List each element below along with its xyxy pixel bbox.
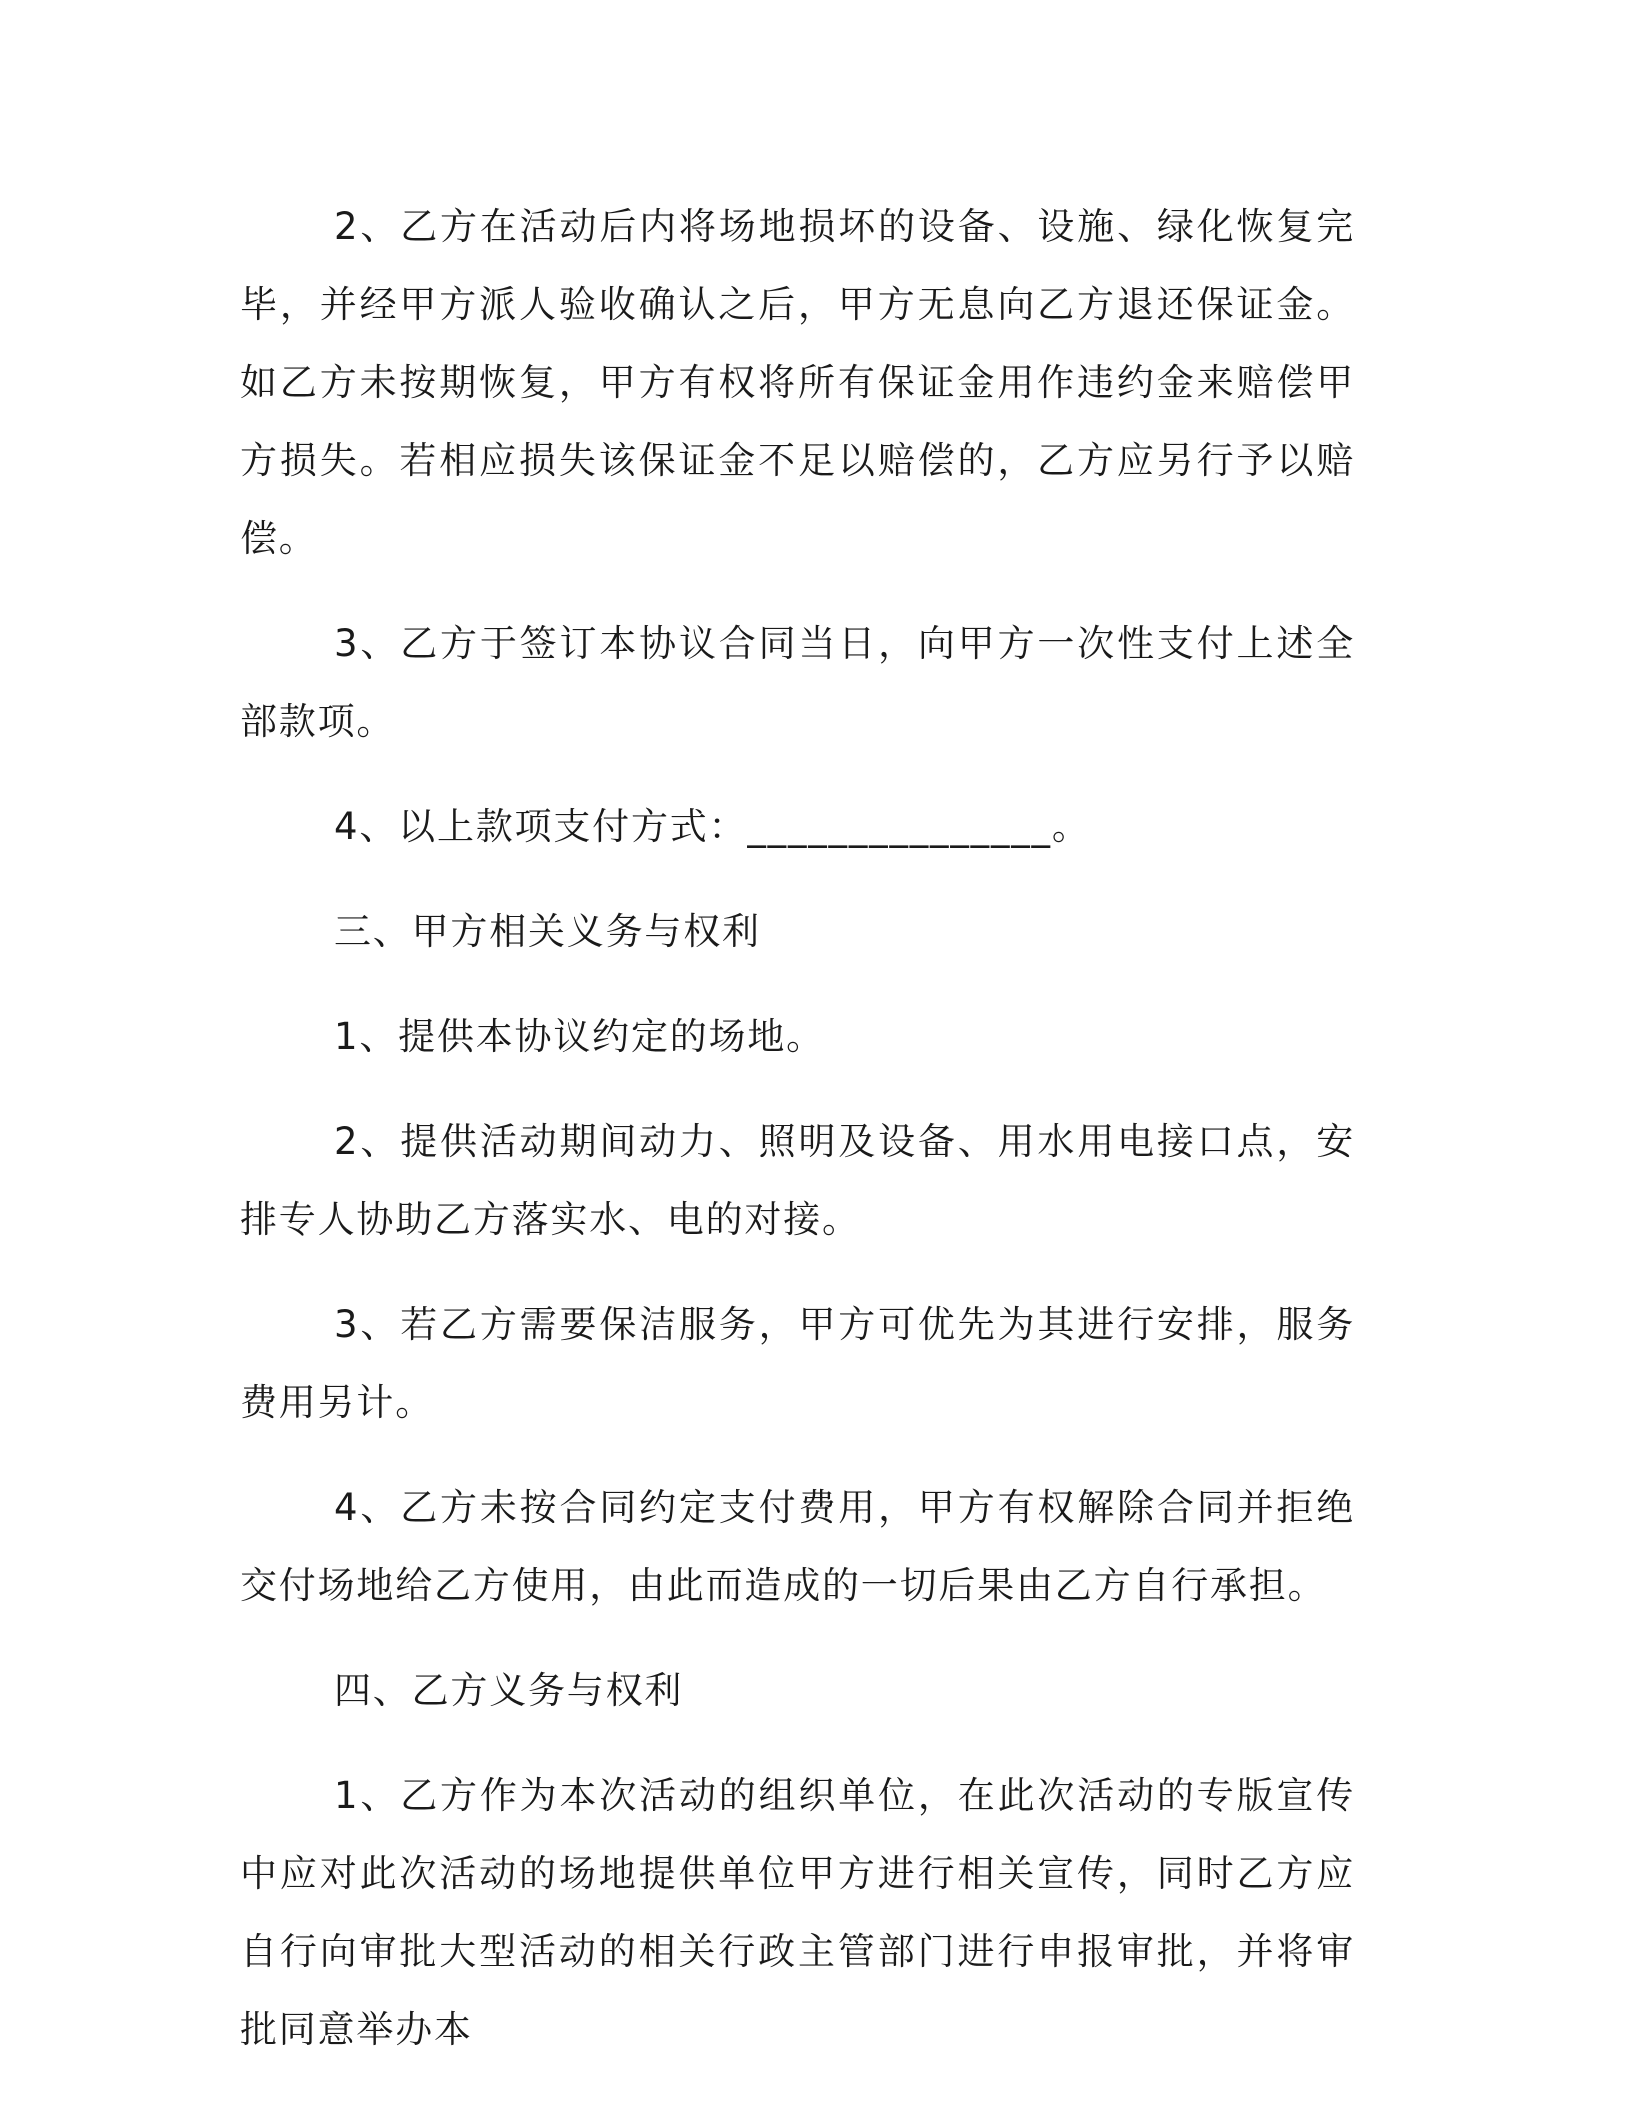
party-a-clause-3: 3、若乙方需要保洁服务，甲方可优先为其进行安排，服务费用另计。 xyxy=(240,1303,1355,1424)
clause-3-payment-date: 3、乙方于签订本协议合同当日，向甲方一次性支付上述全部款项。 xyxy=(240,622,1355,743)
party-a-clause-2: 2、提供活动期间动力、照明及设备、用水用电接口点，安排专人协助乙方落实水、电的对接。 xyxy=(240,1120,1355,1241)
clause-2-deposit-return: 2、乙方在活动后内将场地损坏的设备、设施、绿化恢复完毕，并经甲方派人验收确认之后，甲方无息向乙方退还保证金。如乙方未按期恢复，甲方有权将所有保证金用作违约金来赔偿甲方损失。若相应损失该保证金不足以赔偿的，乙方应另行予以赔偿。 xyxy=(240,205,1355,560)
party-a-clause-4: 4、乙方未按合同约定支付费用，甲方有权解除合同并拒绝交付场地给乙方使用，由此而造成的一切后果由乙方自行承担。 xyxy=(240,1486,1355,1607)
section-heading-party-b-obligations: 四、乙方义务与权利 xyxy=(334,1669,684,1712)
clause-4-payment-method: 4、以上款项支付方式：_______________。 xyxy=(334,805,1091,848)
section-heading-party-a-obligations: 三、甲方相关义务与权利 xyxy=(334,910,761,953)
party-b-clause-1: 1、乙方作为本次活动的组织单位，在此次活动的专版宣传中应对此次活动的场地提供单位甲方进行相关宣传，同时乙方应自行向审批大型活动的相关行政主管部门进行申报审批，并将审批同意举办本 xyxy=(240,1774,1355,2051)
party-a-clause-1: 1、提供本协议约定的场地。 xyxy=(334,1015,825,1058)
document-body xyxy=(240,188,1355,2096)
